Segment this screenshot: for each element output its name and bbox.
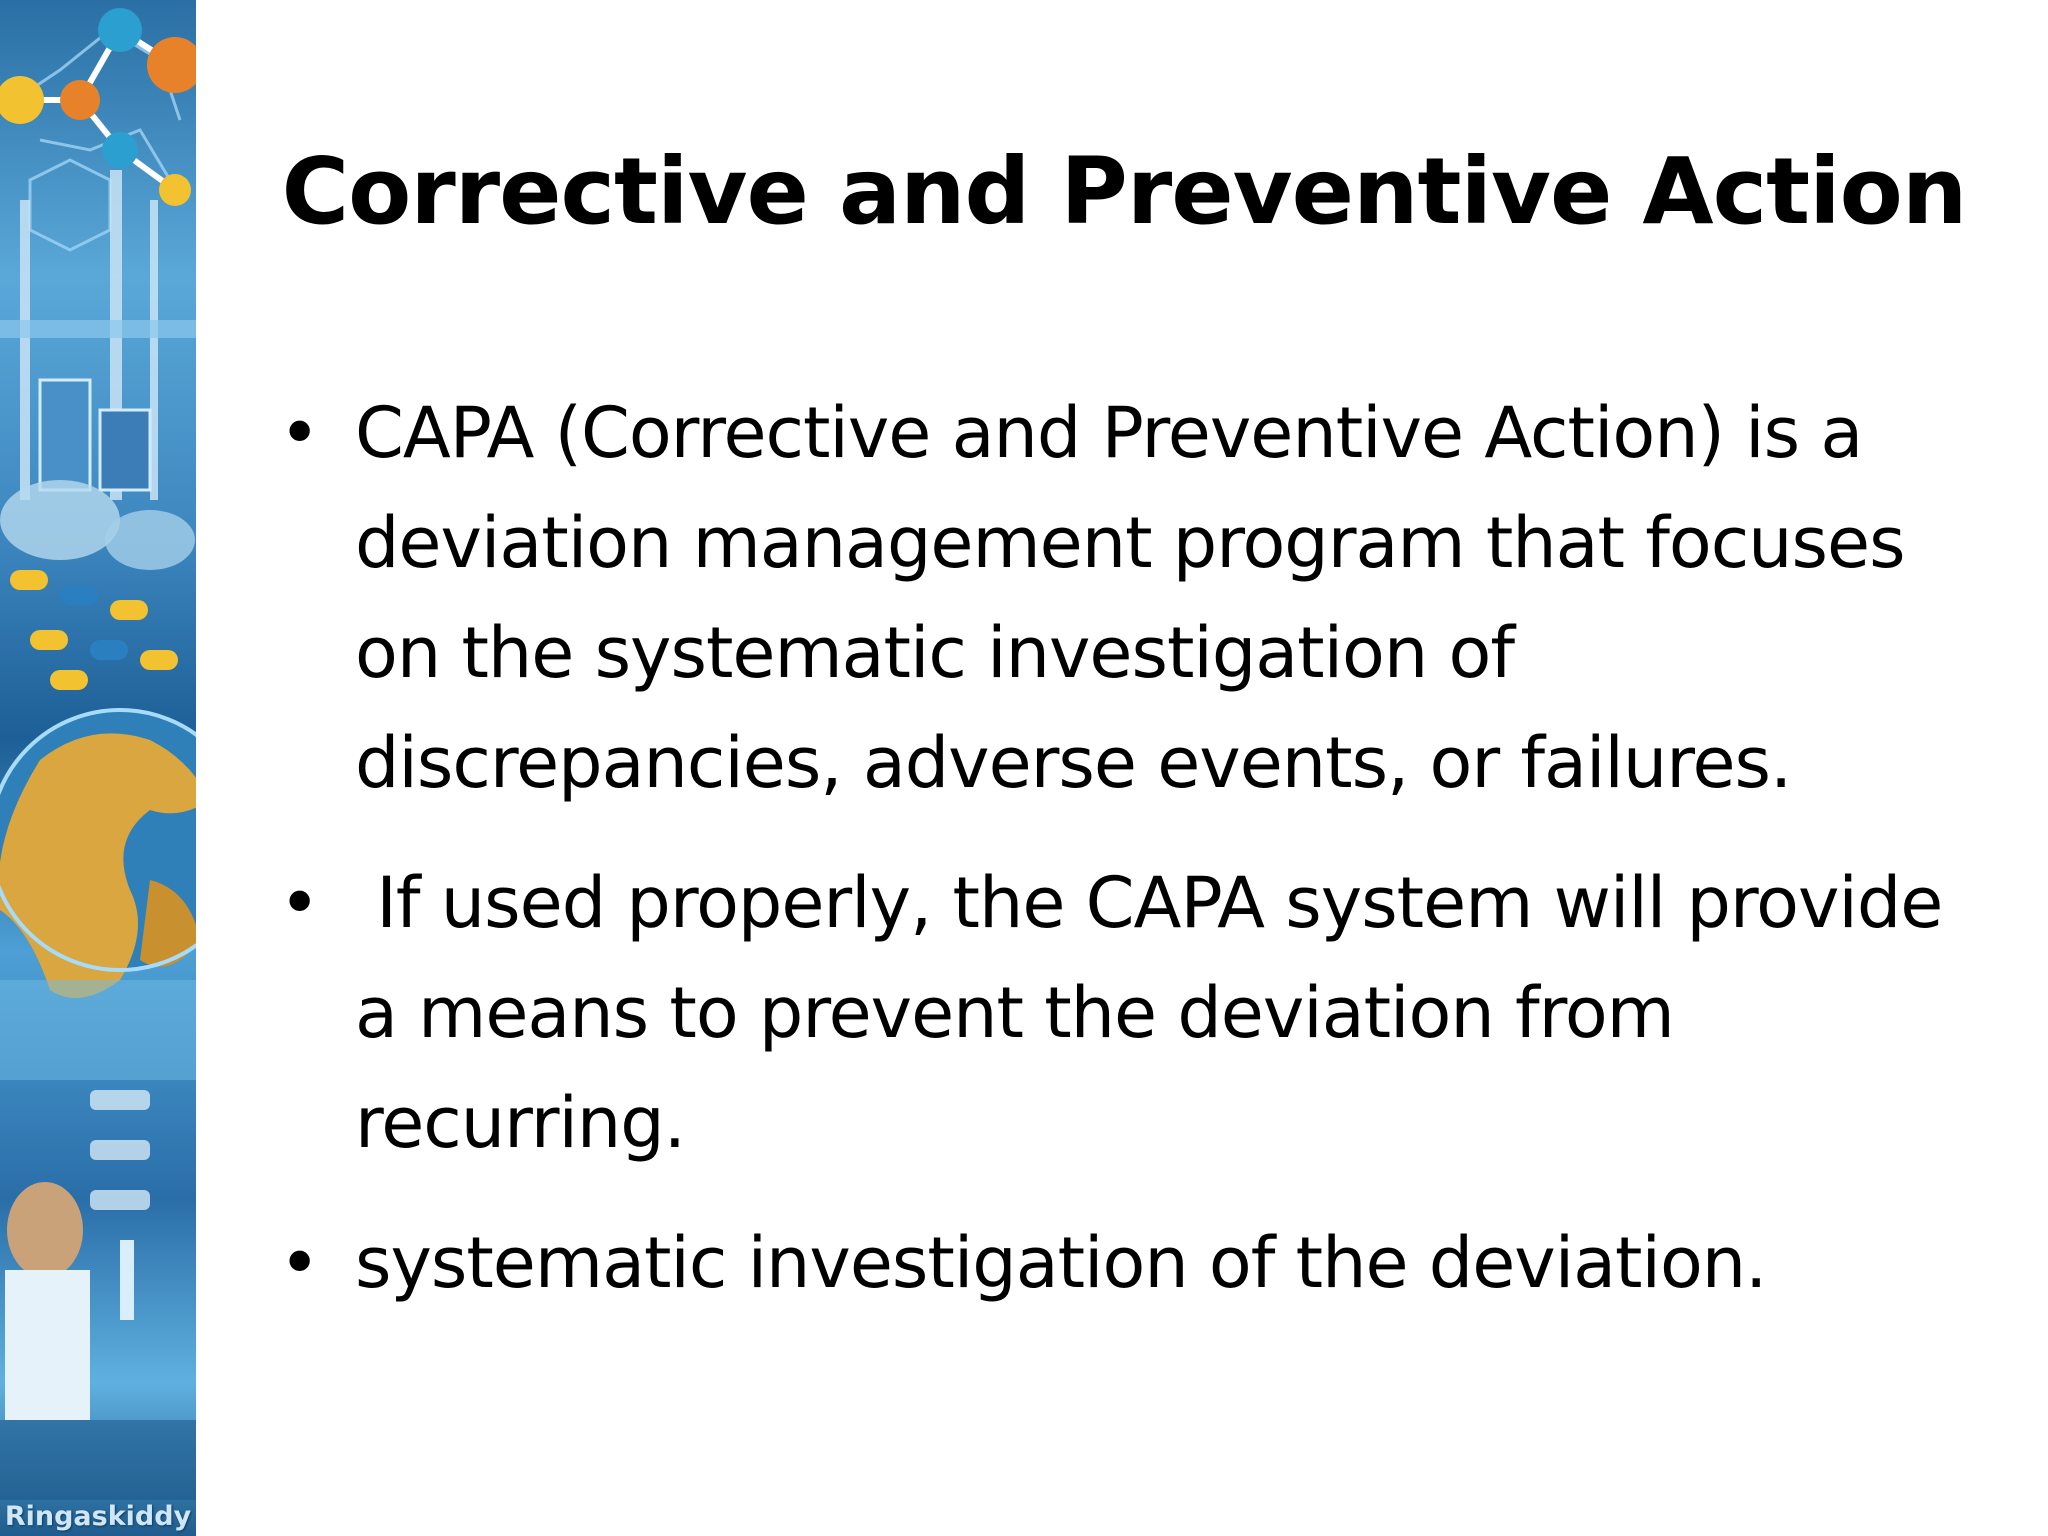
bullet-item [275,1208,1995,1318]
bullet-item [275,378,1995,818]
side-banner-image [0,0,196,1536]
banner-graphic [0,0,196,1536]
bullet-item [275,848,1995,1178]
banner-caption: Ringaskiddy [4,1501,192,1532]
bullet-text: systematic investigation of the deviation. [355,1222,1767,1304]
bullet-icon: • [279,862,320,944]
bullet-icon: • [279,392,320,474]
bullet-icon: • [279,1222,320,1304]
bullet-text: If used properly, the CAPA system will provide a means to prevent the deviation from recurring. [355,862,1964,1164]
bullet-text: CAPA (Corrective and Preventive Action) is a deviation management program that focuses on the systematic investigation of discrepancies, adverse events, or failures. [355,392,1905,804]
bullet-list [275,378,1995,1348]
slide-title: Corrective and Preventive Action [281,138,1967,245]
